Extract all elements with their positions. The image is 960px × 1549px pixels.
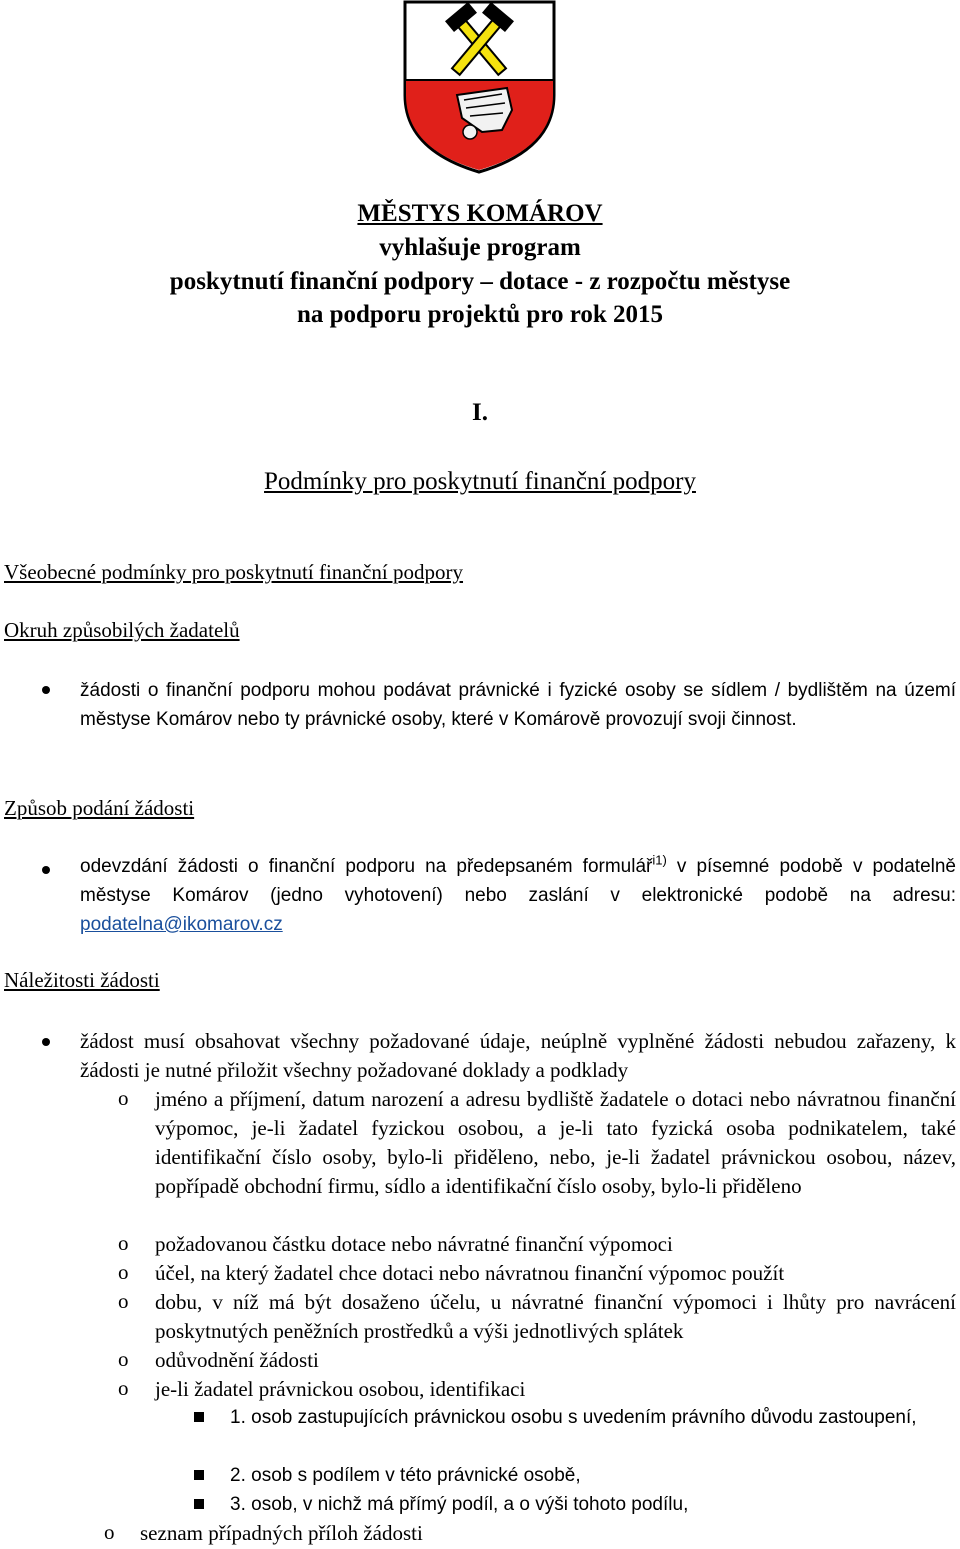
bullet-icon (42, 866, 50, 874)
section-title: Podmínky pro poskytnutí finanční podpory (264, 468, 696, 495)
list-marker: o (118, 1347, 129, 1371)
attachments-list-item: seznam případných příloh žádosti (140, 1521, 423, 1545)
requirement-item-6: je-li žadatel právnickou osobou, identifikaci (155, 1377, 526, 1401)
legal-entity-subitem-3: 3. osob, v nichž má přímý podíl, a o výši tohoto podílu, (230, 1494, 689, 1515)
general-conditions-heading: Všeobecné podmínky pro poskytnutí finanční podpory (4, 560, 464, 584)
submission-text-after: v písemné podobě v podatelně městyse Komárov (jedno vyhotovení) nebo zaslání v elektronické podobě na adresu: (80, 856, 956, 906)
requirement-item-4: dobu, v níž má být dosaženo účelu, u návratné finanční výpomoci i lhůty pro navrácení poskytnutých peněžních prostředků a výši jednotlivých splátek (155, 1290, 956, 1343)
list-marker: o (118, 1260, 129, 1284)
requirement-item-3: účel, na který žadatel chce dotaci nebo návratnou finanční výpomoc použít (155, 1261, 785, 1285)
legal-entity-subitem-2: 2. osob s podílem v této právnické osobě, (230, 1465, 581, 1486)
requirements-intro: žádost musí obsahovat všechny požadované údaje, neúplně vyplněné žádosti nebudou zařazeny, k žádosti je nutné přiložit všechny požadované doklady a podklady (80, 1029, 956, 1082)
program-title-line: poskytnutí finanční podpory – dotace - z rozpočtu městyse (169, 268, 791, 295)
requirement-item-5: odůvodnění žádosti (155, 1348, 319, 1372)
square-bullet-icon (194, 1412, 204, 1422)
list-marker: o (118, 1376, 129, 1400)
eligible-applicants-text: žádosti o finanční podporu mohou podávat právnické i fyzické osoby se sídlem / bydlištěm na území městyse Komárov nebo ty právnické osoby, které v Komárově provozují svoji činnost. (80, 680, 956, 730)
list-marker: o (104, 1520, 115, 1544)
square-bullet-icon (194, 1470, 204, 1480)
square-bullet-icon (194, 1499, 204, 1509)
footnote-marker: i1) (652, 852, 667, 868)
eligible-applicants-heading: Okruh způsobilých žadatelů (4, 618, 240, 642)
submission-method-heading: Způsob podání žádosti (4, 796, 195, 820)
program-year-line: na podporu projektů pro rok 2015 (296, 301, 664, 328)
submission-text-before: odevzdání žádosti o finanční podporu na předepsaném formulář (80, 856, 653, 877)
bullet-icon (42, 686, 50, 694)
requirements-heading: Náležitosti žádosti (4, 968, 160, 992)
list-marker: o (118, 1231, 129, 1255)
announcement-line: vyhlašuje program (379, 234, 581, 261)
submission-text (80, 852, 956, 939)
list-marker: o (118, 1289, 129, 1313)
requirement-item-2: požadovanou částku dotace nebo návratné finanční výpomoci (155, 1232, 673, 1256)
municipality-title: MĚSTYS KOMÁROV (357, 200, 603, 227)
coat-of-arms-logo (402, 0, 557, 175)
requirement-item-1: jméno a příjmení, datum narození a adresu bydliště žadatele o dotaci nebo návratnou finanční výpomoc, je-li žadatel fyzickou osobou, a je-li tato fyzická osoba podnikatelem, také identifikační číslo osoby, bylo-li přiděleno, nebo, je-li žadatel právnickou osobou, název, popřípadě obchodní firmu, sídlo a identifikační číslo osoby, bylo-li přiděleno (155, 1087, 956, 1198)
list-marker: o (118, 1086, 129, 1110)
legal-entity-subitem-1: 1. osob zastupujících právnickou osobu s uvedením právního důvodu zastoupení, (230, 1407, 917, 1428)
email-link[interactable]: podatelna@ikomarov.cz (80, 914, 283, 935)
section-number: I. (472, 399, 488, 426)
bullet-icon (42, 1038, 50, 1046)
